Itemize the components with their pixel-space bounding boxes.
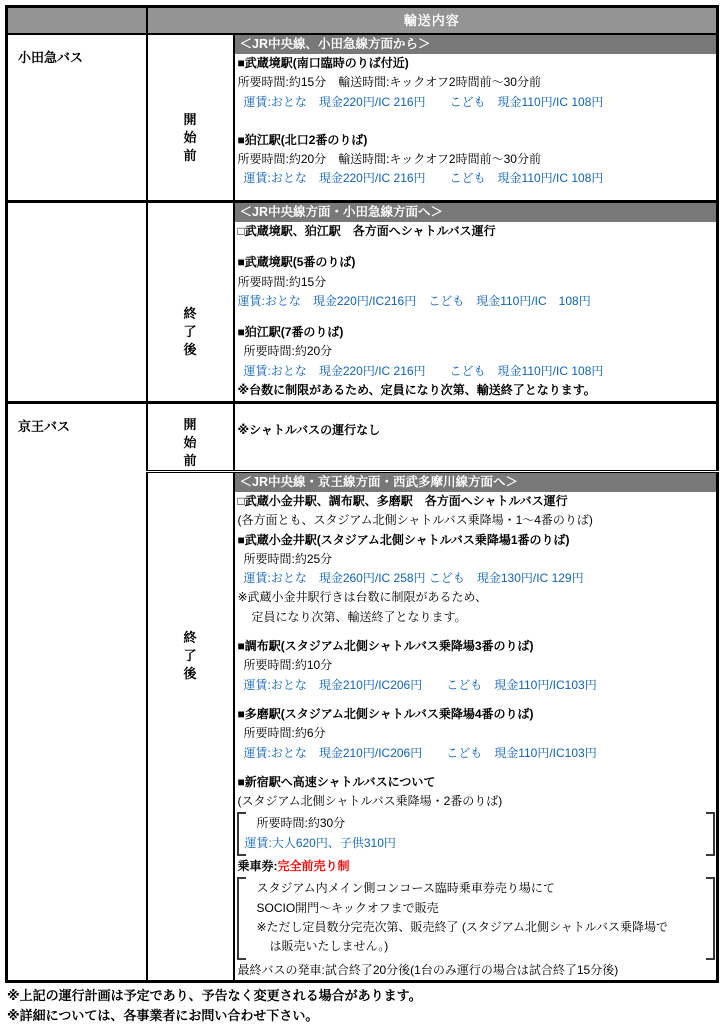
stop-heading: ■狛江駅(北口2番のりば) [237,132,368,147]
shuttle-intro-subtext: (各方面とも、スタジアム北側シャトルバス乗降場・1～4番のりば) [237,513,593,528]
stop-heading: ■多磨駅(スタジアム北側シャトルバス乗降場4番のりば) [237,706,534,721]
phase-label-after: 終了後 [183,630,197,681]
fare-text: 運賃:おとな 現金260円/IC 258円 こども 現金130円/IC 129円 [243,571,584,586]
phase-label-before: 開始前 [183,112,197,163]
transport-table [5,5,719,983]
duration-text: 所要時間:約10分 [243,658,333,673]
footnotes [5,983,723,1026]
header-empty-cell [7,7,147,35]
spacer [235,112,717,131]
sales-info-text: ※ただし定員数分完売次第、販売終了 (スタジアム北側シャトルバス乗降場で [256,919,668,934]
stop-heading: ■狛江駅(7番のりば) [237,325,344,340]
fare-bracket-box [237,812,715,856]
odakyu-after-content [234,202,718,403]
company-empty-cell [7,202,147,403]
advance-sale-text: 完全前売り制 [277,859,350,874]
fare-text: 運賃:おとな 現金210円/IC206円 こども 現金110円/IC103円 [243,745,597,760]
fare-text: 運賃:おとな 現金210円/IC206円 こども 現金110円/IC103円 [243,677,597,692]
odakyu-before-content [234,34,718,202]
stop-heading: ■武蔵境駅(5番のりば) [237,255,356,270]
fare-text: 運賃:おとな 現金220円/IC216円 こども 現金110円/IC 108円 [237,293,591,308]
sales-bracket-box [237,877,715,959]
duration-text: 所要時間:約20分 輸送時間:キックオフ2時間前～30分前 [237,152,541,167]
footnote-text: ※詳細については、各事業者にお問い合わせ下さい。 [7,1007,319,1023]
capacity-note-text: ※台数に制限があるため、定員になり次第、輸送終了となります。 [237,383,596,398]
company-name-odakyu: 小田急バス [7,34,147,202]
keio-before-row [7,403,718,472]
table-header-row [7,7,718,35]
sales-info-text: は販売いたしません。) [269,939,389,954]
phase-cell [147,403,234,472]
stop-heading: ■調布駅(スタジアム北側シャトルバス乗降場3番のりば) [237,639,534,654]
phase-cell [147,34,234,202]
stop-heading: ■武蔵境駅(南口臨時のりば付近) [237,56,409,70]
header-title-cell [147,7,718,35]
route-heading: ＜JR中央線・京王線方面・西武多摩川線方面へ＞ [235,473,717,492]
last-bus-text: 最終バスの発車:試合終了20分後(1台のみ運行の場合は試合終了15分後) [237,962,619,977]
ticket-line [235,857,717,876]
duration-text: 所要時間:約15分 [237,274,327,289]
no-service-note-text: ※シャトルバスの運行なし [237,423,381,437]
footnote-text: ※上記の運行計画は予定であり、予告なく変更される場合があります。 [7,987,422,1003]
fare-text: 運賃:おとな 現金220円/IC 216円 こども 現金110円/IC 108円 [243,94,604,109]
capacity-note-text: ※武蔵小金井駅行きは台数に制限があるため、 [237,590,488,605]
phase-label-after: 終了後 [183,306,197,357]
duration-text: 所要時間:約15分 輸送時間:キックオフ2時間前～30分前 [237,75,541,90]
keio-after-content [234,472,718,982]
capacity-note-text: 定員になり次第、輸送終了となります。 [251,609,467,624]
duration-text: 所要時間:約20分 [243,344,333,359]
shinjuku-express-heading: ■新宿駅へ高速シャトルバスについて [237,774,436,789]
duration-text: 所要時間:約30分 [256,816,346,831]
duration-text: 所要時間:約6分 [243,726,326,741]
phase-cell [147,472,234,982]
route-heading: ＜JR中央線方面・小田急線方面へ＞ [235,203,717,222]
fare-text: 運賃:おとな 現金220円/IC 216円 こども 現金110円/IC 108円 [243,363,604,378]
shuttle-intro-text: □武蔵境駅、狛江駅 各方面へシャトルバス運行 [237,224,496,238]
page-title: 輸送内容 [403,13,460,28]
odakyu-after-row [7,202,718,403]
phase-cell [147,202,234,403]
spacer [235,241,717,253]
fare-text: 運賃:おとな 現金220円/IC 216円 こども 現金110円/IC 108円 [243,171,604,186]
shuttle-intro-text: □武蔵小金井駅、調布駅、多磨駅 各方面へシャトルバス運行 [237,494,568,508]
fare-text: 運賃:大人620円、子供310円 [244,835,396,850]
ticket-label: 乗車券: [237,859,278,874]
keio-before-content [234,403,718,472]
spacer [235,311,717,323]
shinjuku-express-subheading: (スタジアム北側シャトルバス乗降場・2番のりば) [237,794,503,809]
spacer [235,763,717,773]
route-heading: ＜JR中央線、小田急線方面から＞ [235,35,717,54]
duration-text: 所要時間:約25分 [243,551,333,566]
phase-label-before: 開始前 [183,417,197,468]
odakyu-before-row [7,34,718,202]
company-name-keio: 京王バス [7,403,147,982]
stop-heading: ■武蔵小金井駅(スタジアム北側シャトルバス乗降場1番のりば) [237,532,570,547]
sales-info-text: スタジアム内メイン側コンコース臨時乗車券売り場にて [256,881,555,896]
sales-info-text: SOCIO開門～キックオフまで販売 [256,900,439,915]
spacer [235,695,717,705]
spacer [235,627,717,637]
